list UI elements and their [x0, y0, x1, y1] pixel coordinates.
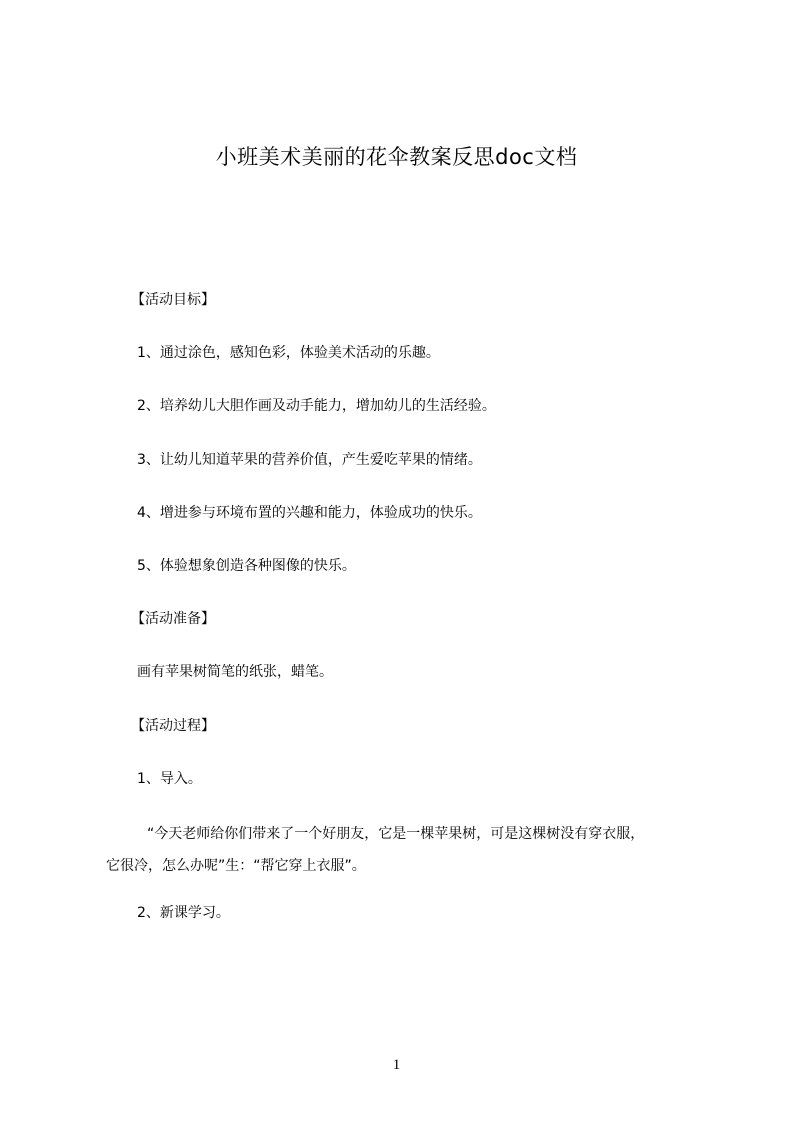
process-step-2: 2、新课学习。	[137, 905, 230, 921]
dialogue-line-2: 它很冷，怎么办呢”生：“帮它穿上衣服”。	[106, 858, 366, 874]
goal-item-1: 1、通过涂色，感知色彩，体验美术活动的乐趣。	[137, 345, 440, 361]
document-title: 小班美术美丽的花伞教案反思doc文档	[215, 145, 578, 169]
goal-item-4: 4、增进参与环境布置的兴趣和能力，体验成功的快乐。	[137, 505, 482, 521]
dialogue-line-1: “今天老师给你们带来了一个好朋友，它是一棵苹果树，可是这棵树没有穿衣服，	[147, 826, 645, 842]
section-heading-preparation: 【活动准备】	[131, 611, 215, 627]
section-heading-process: 【活动过程】	[131, 718, 215, 734]
process-step-1: 1、导入。	[137, 771, 202, 787]
preparation-text: 画有苹果树简笔的纸张，蜡笔。	[137, 664, 333, 680]
goal-item-3: 3、让幼儿知道苹果的营养价值，产生爱吃苹果的情绪。	[137, 452, 482, 468]
goal-item-5: 5、体验想象创造各种图像的快乐。	[137, 558, 356, 574]
section-heading-goals: 【活动目标】	[131, 292, 215, 308]
dialogue-paragraph	[106, 818, 726, 882]
page-number: 1	[392, 1057, 401, 1073]
goal-item-2: 2、培养幼儿大胆作画及动手能力，增加幼儿的生活经验。	[137, 398, 496, 414]
